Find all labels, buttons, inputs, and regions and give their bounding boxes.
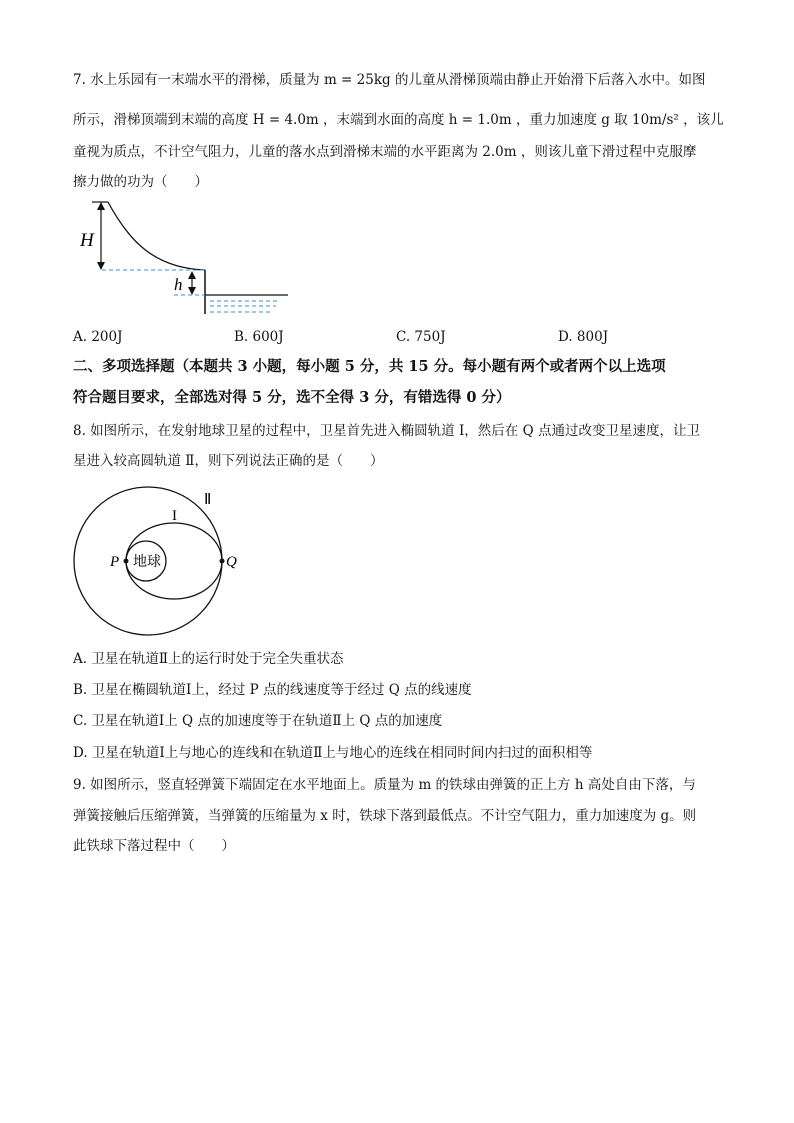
- height-H-arrowhead-bottom: [97, 262, 105, 270]
- point-q-label: Q: [226, 554, 237, 570]
- orbit-figure: [70, 484, 240, 644]
- height-H-arrowhead-top: [97, 202, 105, 210]
- q7-option-a: A. 200J: [73, 329, 123, 345]
- slide-curve: [108, 202, 205, 270]
- slide-figure: [74, 196, 294, 320]
- orbit-1-label: I: [172, 508, 177, 524]
- q7-line-1: 7. 水上乐园有一末端水平的滑梯，质量为 m = 25kg 的儿童从滑梯顶端由静止开始滑下后落入水中。如图: [73, 72, 706, 88]
- section2-heading-1: 二、多项选择题（本题共 3 小题，每小题 5 分，共 15 分。每小题有两个或者两个以上选项: [73, 358, 666, 375]
- q7-line-3: 童视为质点，不计空气阻力，儿童的落水点到滑梯末端的水平距离为 2.0m ，则该儿童下滑过程中克服摩: [73, 144, 697, 160]
- point-p-dot: [124, 559, 129, 564]
- orbit-2-label: Ⅱ: [204, 492, 212, 508]
- height-h-arrowhead-top: [188, 271, 196, 279]
- height-h-label: h: [174, 275, 183, 294]
- q7-line-4: 擦力做的功为（ ）: [73, 174, 208, 190]
- point-q-dot: [220, 559, 225, 564]
- q9-line-1: 9. 如图所示，竖直轻弹簧下端固定在水平地面上。质量为 m 的铁球由弹簧的正上方 h 高处自由下落，与: [73, 777, 696, 793]
- section2-heading-2: 符合题目要求，全部选对得 5 分，选不全得 3 分，有错选得 0 分）: [73, 389, 511, 406]
- q8-line-2: 星进入较高圆轨道 Ⅱ，则下列说法正确的是（ ）: [73, 453, 384, 469]
- point-p-label: P: [110, 554, 120, 570]
- q7-line-2: 所示，滑梯顶端到末端的高度 H = 4.0m ，末端到水面的高度 h = 1.0m ，重力加速度 g 取 10m/s² ，该儿: [73, 112, 724, 128]
- earth-label: 地球: [133, 554, 161, 570]
- q7-option-b: B. 600J: [234, 329, 284, 345]
- q9-line-2: 弹簧接触后压缩弹簧，当弹簧的压缩量为 x 时，铁球下落到最低点。不计空气阻力，重力加速度为 g。则: [73, 808, 697, 824]
- q8-option-c: C. 卫星在轨道Ⅰ上 Q 点的加速度等于在轨道Ⅱ上 Q 点的加速度: [73, 713, 443, 729]
- q9-line-3: 此铁球下落过程中（ ）: [73, 838, 235, 854]
- q8-option-a: A. 卫星在轨道Ⅱ上的运行时处于完全失重状态: [73, 651, 344, 667]
- q7-option-d: D. 800J: [558, 329, 609, 345]
- q8-option-d: D. 卫星在轨道Ⅰ上与地心的连线和在轨道Ⅱ上与地心的连线在相同时间内扫过的面积相等: [73, 745, 593, 761]
- q8-line-1: 8. 如图所示，在发射地球卫星的过程中，卫星首先进入椭圆轨道 I，然后在 Q 点通过改变卫星速度，让卫: [73, 423, 700, 439]
- height-h-arrowhead-bottom: [188, 287, 196, 295]
- q7-option-c: C. 750J: [396, 329, 446, 345]
- q8-option-b: B. 卫星在椭圆轨道Ⅰ上，经过 P 点的线速度等于经过 Q 点的线速度: [73, 682, 472, 698]
- height-H-label: H: [80, 230, 94, 251]
